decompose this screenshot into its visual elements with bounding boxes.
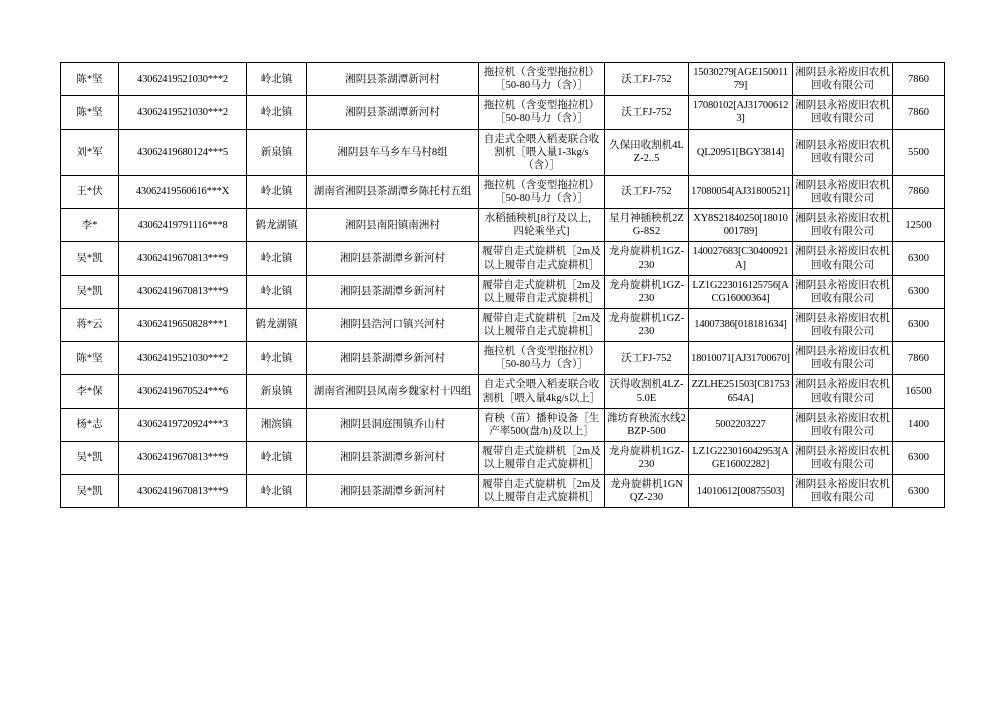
cell-name: 陈*坚 [61, 63, 119, 96]
cell-id: 43062419670813***9 [119, 475, 247, 508]
cell-category: 自走式全喂入稻麦联合收割机［喂入量4kg/s以上］ [479, 375, 605, 408]
cell-org: 湘阴县永裕废旧农机回收有限公司 [793, 63, 893, 96]
cell-id: 43062419521030***2 [119, 63, 247, 96]
cell-serial: XY8S21840250[18010001789] [689, 209, 793, 242]
cell-category: 拖拉机（含变型拖拉机）［50-80马力（含）］ [479, 63, 605, 96]
table-container [60, 62, 944, 508]
table-row [61, 408, 945, 441]
cell-town: 新泉镇 [247, 375, 307, 408]
cell-town: 岭北镇 [247, 441, 307, 474]
cell-id: 43062419521030***2 [119, 96, 247, 129]
cell-serial: 14007386[018181634] [689, 308, 793, 341]
cell-category: 履带自走式旋耕机［2m及以上履带自走式旋耕机］ [479, 441, 605, 474]
cell-address: 湖南省湘阴县凤南乡魏家村十四组 [307, 375, 479, 408]
cell-amount: 7860 [893, 175, 945, 208]
cell-name: 蒋*云 [61, 308, 119, 341]
cell-model: 龙舟旋耕机1GNQZ-230 [605, 475, 689, 508]
cell-id: 43062419521030***2 [119, 342, 247, 375]
cell-address: 湘阴县南阳镇南洲村 [307, 209, 479, 242]
cell-amount: 5500 [893, 129, 945, 175]
table-row [61, 275, 945, 308]
cell-amount: 6300 [893, 308, 945, 341]
table-row [61, 129, 945, 175]
cell-name: 吴*凯 [61, 275, 119, 308]
cell-town: 岭北镇 [247, 475, 307, 508]
cell-serial: 17080054[AJ31800521] [689, 175, 793, 208]
cell-address: 湘阴县茶湖潭乡新河村 [307, 275, 479, 308]
cell-org: 湘阴县永裕废旧农机回收有限公司 [793, 129, 893, 175]
cell-address: 湖南省湘阴县茶湖潭乡陈托村五组 [307, 175, 479, 208]
cell-org: 湘阴县永裕废旧农机回收有限公司 [793, 242, 893, 275]
cell-serial: 140027683[C30400921A] [689, 242, 793, 275]
cell-org: 湘阴县永裕废旧农机回收有限公司 [793, 342, 893, 375]
cell-id: 43062419670813***9 [119, 242, 247, 275]
table-row [61, 242, 945, 275]
table-row [61, 96, 945, 129]
cell-town: 岭北镇 [247, 275, 307, 308]
cell-name: 刘*军 [61, 129, 119, 175]
cell-town: 鹤龙湖镇 [247, 209, 307, 242]
cell-org: 湘阴县永裕废旧农机回收有限公司 [793, 375, 893, 408]
cell-category: 履带自走式旋耕机［2m及以上履带自走式旋耕机］ [479, 475, 605, 508]
cell-serial: LZ1G223016042953[AGE16002282] [689, 441, 793, 474]
cell-model: 久保田收割机4LZ-2..5 [605, 129, 689, 175]
cell-serial: LZ1G223016125756[ACG16000364] [689, 275, 793, 308]
cell-address: 湘阴县茶湖潭乡新河村 [307, 441, 479, 474]
cell-org: 湘阴县永裕废旧农机回收有限公司 [793, 96, 893, 129]
cell-town: 岭北镇 [247, 63, 307, 96]
table-row [61, 441, 945, 474]
cell-model: 沃得收割机4LZ-5.0E [605, 375, 689, 408]
cell-town: 岭北镇 [247, 96, 307, 129]
cell-model: 龙舟旋耕机1GZ-230 [605, 242, 689, 275]
cell-serial: QL20951[BGY3814] [689, 129, 793, 175]
cell-id: 43062419560616***X [119, 175, 247, 208]
table-row [61, 175, 945, 208]
cell-town: 新泉镇 [247, 129, 307, 175]
cell-address: 湘阴县洞庭围镇乔山村 [307, 408, 479, 441]
cell-name: 李*保 [61, 375, 119, 408]
cell-org: 湘阴县永裕废旧农机回收有限公司 [793, 475, 893, 508]
cell-category: 履带自走式旋耕机［2m及以上履带自走式旋耕机］ [479, 242, 605, 275]
cell-town: 岭北镇 [247, 175, 307, 208]
cell-org: 湘阴县永裕废旧农机回收有限公司 [793, 209, 893, 242]
cell-category: 自走式全喂入稻麦联合收割机［喂入量1-3kg/s（含）］ [479, 129, 605, 175]
cell-address: 湘阴县茶湖潭乡新河村 [307, 475, 479, 508]
table-row [61, 342, 945, 375]
cell-town: 鹤龙湖镇 [247, 308, 307, 341]
cell-org: 湘阴县永裕废旧农机回收有限公司 [793, 441, 893, 474]
cell-id: 43062419650828***1 [119, 308, 247, 341]
cell-town: 岭北镇 [247, 342, 307, 375]
cell-town: 湘滨镇 [247, 408, 307, 441]
cell-model: 沃工FJ-752 [605, 175, 689, 208]
subsidy-record-table [60, 62, 945, 508]
cell-amount: 1400 [893, 408, 945, 441]
cell-amount: 6300 [893, 441, 945, 474]
cell-amount: 6300 [893, 275, 945, 308]
cell-name: 陈*坚 [61, 342, 119, 375]
cell-name: 吴*凯 [61, 441, 119, 474]
cell-category: 育秧（苗）播种设备［生产率500(盘/h)及以上］ [479, 408, 605, 441]
cell-model: 沃工FJ-752 [605, 63, 689, 96]
table-body [61, 63, 945, 508]
table-row [61, 308, 945, 341]
cell-address: 湘阴县茶湖潭乡新河村 [307, 342, 479, 375]
cell-model: 龙舟旋耕机1GZ-230 [605, 441, 689, 474]
cell-address: 湘阴县浩河口镇兴河村 [307, 308, 479, 341]
cell-amount: 7860 [893, 342, 945, 375]
cell-serial: 5002203227 [689, 408, 793, 441]
cell-amount: 7860 [893, 63, 945, 96]
cell-name: 吴*凯 [61, 475, 119, 508]
cell-org: 湘阴县永裕废旧农机回收有限公司 [793, 175, 893, 208]
cell-model: 沃工FJ-752 [605, 96, 689, 129]
cell-name: 李* [61, 209, 119, 242]
cell-org: 湘阴县永裕废旧农机回收有限公司 [793, 408, 893, 441]
cell-model: 龙舟旋耕机1GZ-230 [605, 275, 689, 308]
cell-id: 43062419720924***3 [119, 408, 247, 441]
cell-category: 拖拉机（含变型拖拉机）［50-80马力（含）］ [479, 175, 605, 208]
cell-model: 沃工FJ-752 [605, 342, 689, 375]
cell-name: 杨*志 [61, 408, 119, 441]
cell-category: 拖拉机（含变型拖拉机）［50-80马力（含）］ [479, 96, 605, 129]
cell-category: 履带自走式旋耕机［2m及以上履带自走式旋耕机］ [479, 308, 605, 341]
cell-org: 湘阴县永裕废旧农机回收有限公司 [793, 275, 893, 308]
cell-id: 43062419670524***6 [119, 375, 247, 408]
cell-id: 43062419791116***8 [119, 209, 247, 242]
cell-serial: ZZLHE251503[C81753654A] [689, 375, 793, 408]
cell-org: 湘阴县永裕废旧农机回收有限公司 [793, 308, 893, 341]
cell-address: 湘阴县车马乡车马村8组 [307, 129, 479, 175]
cell-name: 陈*坚 [61, 96, 119, 129]
cell-amount: 6300 [893, 242, 945, 275]
cell-amount: 7860 [893, 96, 945, 129]
table-row [61, 375, 945, 408]
table-row [61, 475, 945, 508]
table-row [61, 63, 945, 96]
cell-category: 水稻插秧机[8行及以上，四轮乘坐式] [479, 209, 605, 242]
cell-serial: 18010071[AJ31700670] [689, 342, 793, 375]
cell-model: 潍坊育秧流水线2BZP-500 [605, 408, 689, 441]
cell-amount: 12500 [893, 209, 945, 242]
cell-name: 吴*凯 [61, 242, 119, 275]
cell-id: 43062419670813***9 [119, 275, 247, 308]
cell-address: 湘阴县茶湖潭乡新河村 [307, 242, 479, 275]
cell-model: 星月神插秧机2ZG-8S2 [605, 209, 689, 242]
cell-amount: 16500 [893, 375, 945, 408]
cell-id: 43062419680124***5 [119, 129, 247, 175]
cell-serial: 15030279[AGE15001179] [689, 63, 793, 96]
cell-address: 湘阴县茶湖潭新河村 [307, 63, 479, 96]
cell-amount: 6300 [893, 475, 945, 508]
cell-category: 履带自走式旋耕机［2m及以上履带自走式旋耕机］ [479, 275, 605, 308]
cell-serial: 14010612[00875503] [689, 475, 793, 508]
cell-town: 岭北镇 [247, 242, 307, 275]
table-row [61, 209, 945, 242]
cell-serial: 17080102[AJ317006123] [689, 96, 793, 129]
cell-model: 龙舟旋耕机1GZ-230 [605, 308, 689, 341]
cell-address: 湘阴县茶湖潭新河村 [307, 96, 479, 129]
cell-id: 43062419670813***9 [119, 441, 247, 474]
cell-name: 王*伏 [61, 175, 119, 208]
cell-category: 拖拉机（含变型拖拉机）［50-80马力（含）］ [479, 342, 605, 375]
